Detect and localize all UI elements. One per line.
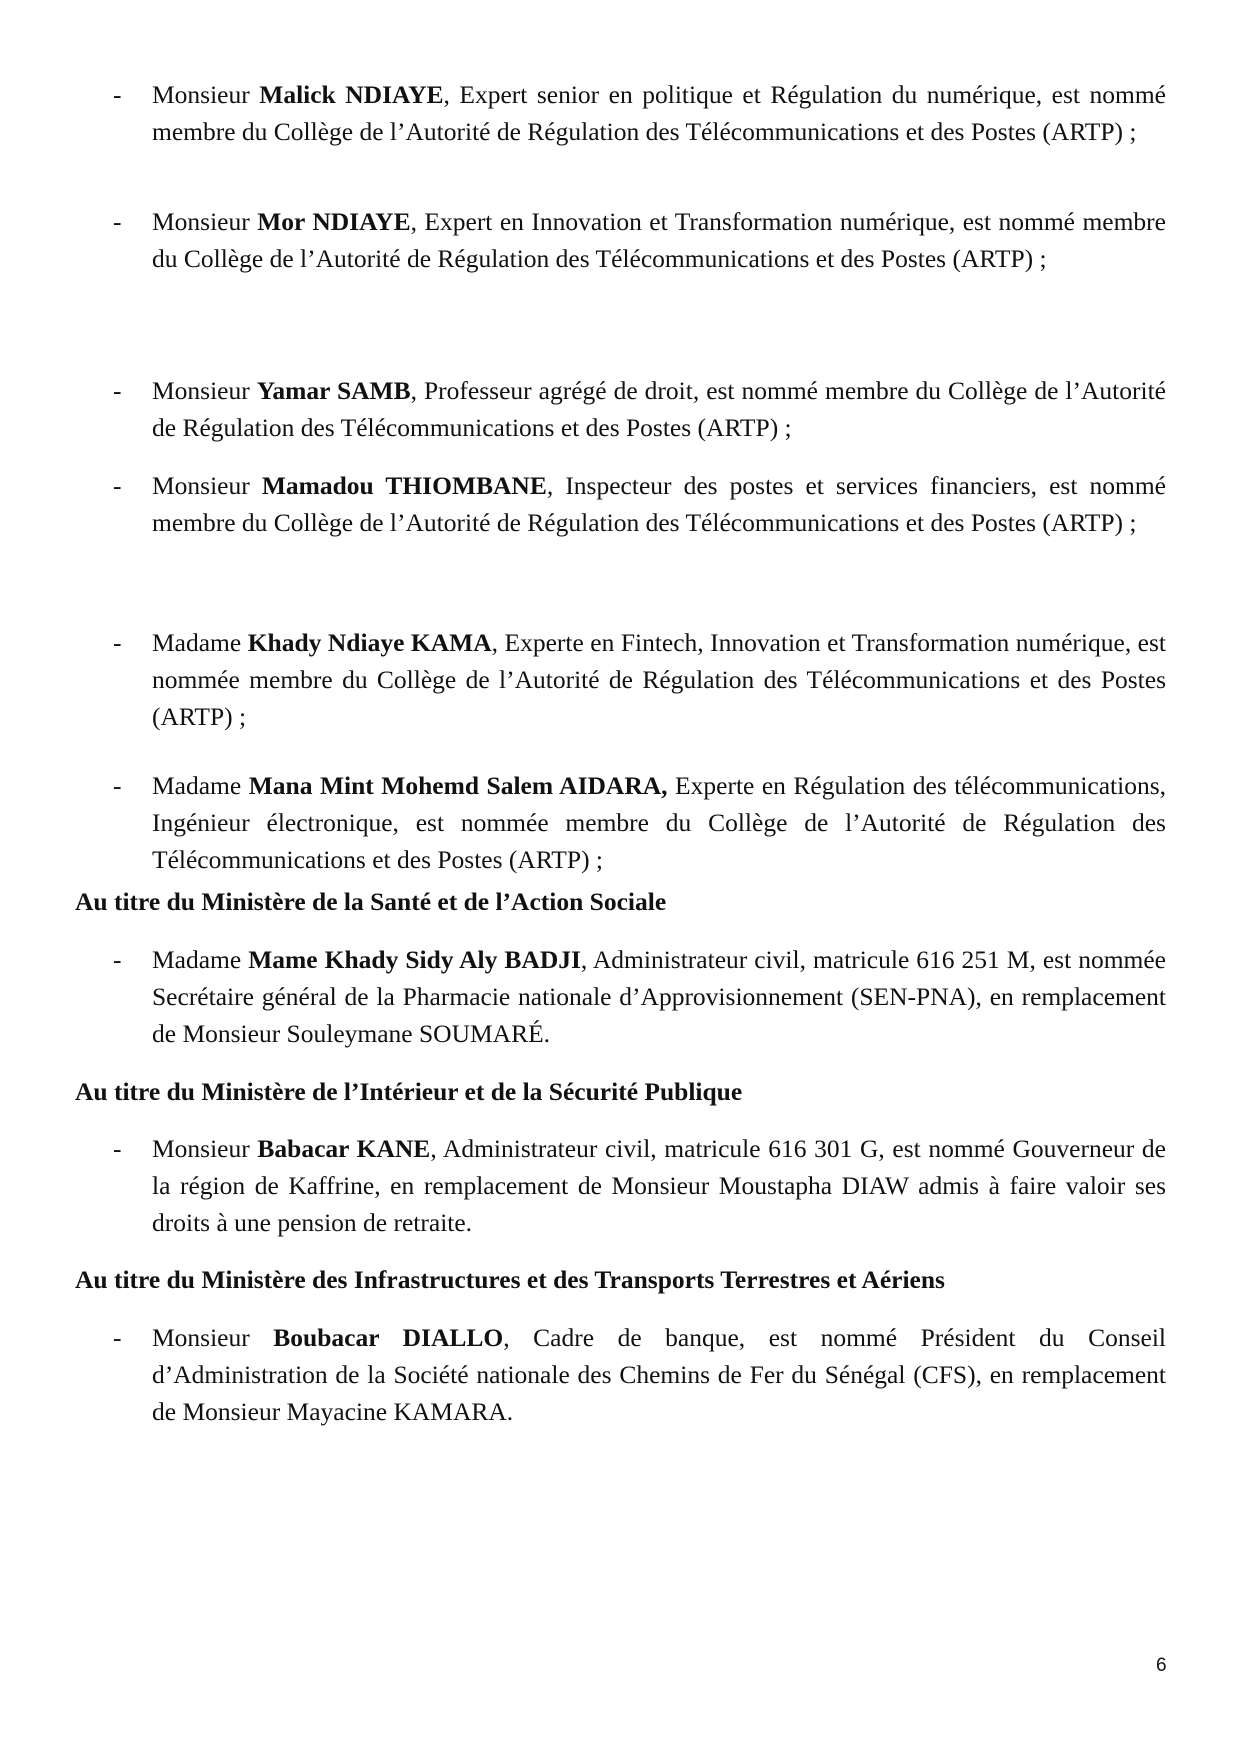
list-dash: - [113,771,122,800]
appointment-item [113,1130,1166,1241]
appointment-text [152,941,1166,1052]
list-dash: - [113,376,122,405]
appointment-details: , Administrateur civil, matricule 616 251 M, est nommée Secrétaire général de la Pharmacie nationale d’Approvisionnement (SEN-PNA), en remplacement de Monsieur Souleymane SOUMARÉ. [152,945,1166,1048]
title-prefix: Madame [152,771,249,800]
appointment-text [152,76,1166,150]
title-prefix: Monsieur [152,207,258,236]
appointment-text [152,1319,1166,1430]
person-name: Mame Khady Sidy Aly BADJI [248,945,581,974]
appointment-details: , Cadre de banque, est nommé Président du Conseil d’Administration de la Société nationale des Chemins de Fer du Sénégal (CFS), en remplacement de Monsieur Mayacine KAMARA. [152,1323,1166,1426]
list-dash: - [113,1323,122,1352]
appointment-details: , Administrateur civil, matricule 616 301 G, est nommé Gouverneur de la région de Kaffrine, en remplacement de Monsieur Moustapha DIAW admis à faire valoir ses droits à une pension de retraite. [152,1134,1166,1237]
appointment-text [152,372,1166,446]
person-name: Babacar KANE [257,1134,431,1163]
title-prefix: Monsieur [152,1323,274,1352]
person-name: Yamar SAMB [256,376,411,405]
appointment-item [113,203,1166,277]
appointment-details: , Professeur agrégé de droit, est nommé membre du Collège de l’Autorité de Régulation des Télécommunications et des Postes (ARTP) ; [152,376,1166,442]
ministry-heading: Au titre du Ministère des Infrastructures et des Transports Terrestres et Aériens [75,1265,945,1294]
appointment-item [113,467,1166,541]
ministry-heading: Au titre du Ministère de la Santé et de l’Action Sociale [75,887,667,916]
person-name: Mamadou THIOMBANE [261,471,547,500]
title-prefix: Monsieur [152,376,257,405]
title-prefix: Monsieur [152,471,262,500]
appointment-details: , Experte en Fintech, Innovation et Transformation numérique, est nommée membre du Collège de l’Autorité de Régulation des Télécommunications et des Postes (ARTP) ; [152,628,1167,731]
list-dash: - [113,945,122,974]
title-prefix: Madame [152,628,248,657]
appointment-text [152,467,1166,541]
appointment-details: , Expert en Innovation et Transformation numérique, est nommé membre du Collège de l’Autorité de Régulation des Télécommunications et des Postes (ARTP) ; [152,207,1166,273]
appointment-item [113,372,1166,446]
person-name: Mor NDIAYE [257,207,411,236]
list-dash: - [113,471,122,500]
person-name: Mana Mint Mohemd Salem AIDARA, [248,771,668,800]
appointment-item [113,624,1166,735]
appointment-details: , Inspecteur des postes et services financiers, est nommé membre du Collège de l’Autorité de Régulation des Télécommunications et des Postes (ARTP) ; [152,471,1166,537]
appointment-text [152,203,1166,277]
appointment-item [113,1319,1166,1430]
appointment-item [113,767,1166,878]
title-prefix: Monsieur [152,80,260,109]
page-number: 6 [1156,1655,1167,1676]
appointment-text [152,1130,1166,1241]
person-name: Malick NDIAYE [259,80,444,109]
appointment-details: , Expert senior en politique et Régulation du numérique, est nommé membre du Collège de l’Autorité de Régulation des Télécommunications et des Postes (ARTP) ; [152,80,1166,146]
list-dash: - [113,207,122,236]
title-prefix: Monsieur [152,1134,258,1163]
appointment-item [113,941,1166,1052]
person-name: Boubacar DIALLO [273,1323,504,1352]
list-dash: - [113,80,122,109]
ministry-heading: Au titre du Ministère de l’Intérieur et de la Sécurité Publique [75,1077,743,1106]
person-name: Khady Ndiaye KAMA [247,628,492,657]
appointment-text [152,624,1166,735]
title-prefix: Madame [152,945,249,974]
list-dash: - [113,1134,122,1163]
list-dash: - [113,628,122,657]
appointment-item [113,76,1166,150]
appointment-details: Experte en Régulation des télécommunications, Ingénieur électronique, est nommée membre du Collège de l’Autorité de Régulation des Télécommunications et des Postes (ARTP) ; [152,771,1167,874]
appointment-text [152,767,1166,878]
